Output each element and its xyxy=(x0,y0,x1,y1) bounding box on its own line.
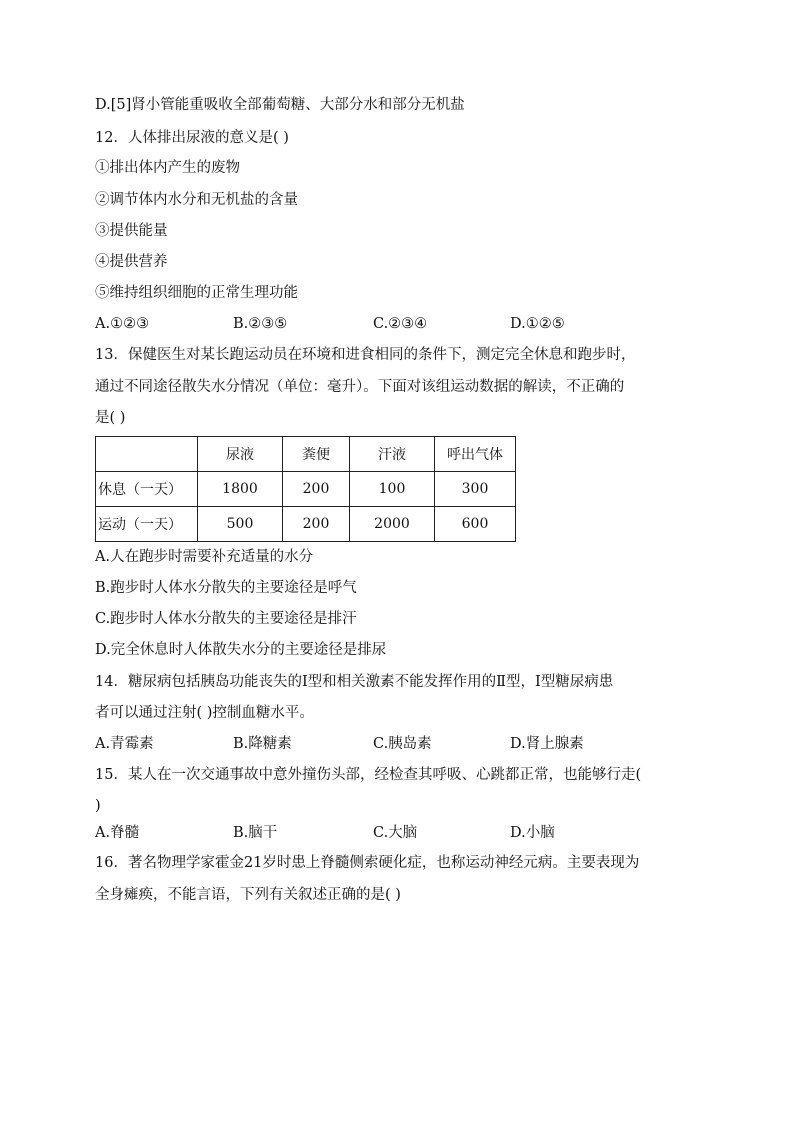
q12-option-d: D.①②⑤ xyxy=(510,316,565,332)
table-header-cell: 汗液 xyxy=(350,437,435,472)
q14-stem-line-1: 14．糖尿病包括胰岛功能丧失的Ⅰ型和相关激素不能发挥作用的Ⅱ型，Ⅰ型糖尿病患 xyxy=(95,674,614,690)
table-header-cell xyxy=(96,437,198,472)
q12-option-c: C.②③④ xyxy=(373,316,428,332)
table-cell: 100 xyxy=(350,472,435,507)
q16-stem-line-1: 16．著名物理学家霍金21岁时患上脊髓侧索硬化症，也称运动神经元病。主要表现为 xyxy=(95,855,640,871)
table-cell: 200 xyxy=(283,472,350,507)
table-header-cell: 粪便 xyxy=(283,437,350,472)
q12-option-b: B.②③⑤ xyxy=(233,316,288,332)
table-cell: 300 xyxy=(435,472,516,507)
q15-option-c: C.大脑 xyxy=(373,825,418,841)
table-cell: 2000 xyxy=(350,507,435,542)
q14-option-b: B.降糖素 xyxy=(233,736,292,752)
table-cell: 200 xyxy=(283,507,350,542)
q12-item-3: ③提供能量 xyxy=(95,223,168,239)
q12-option-a: A.①②③ xyxy=(95,316,150,332)
q15-option-b: B.脑干 xyxy=(233,825,278,841)
q11-option-d: D.[5]肾小管能重吸收全部葡萄糖、大部分水和部分无机盐 xyxy=(95,97,465,113)
q16-stem-line-2: 全身瘫痪，不能言语，下列有关叙述正确的是( ) xyxy=(95,887,401,903)
table-header-row xyxy=(96,437,516,472)
q12-item-5: ⑤维持组织细胞的正常生理功能 xyxy=(95,285,298,301)
q14-stem-line-2: 者可以通过注射( )控制血糖水平。 xyxy=(95,705,314,721)
water-loss-table xyxy=(95,436,516,542)
q13-option-c: C.跑步时人体水分散失的主要途径是排汗 xyxy=(95,611,357,627)
q15-stem-line-2: ) xyxy=(95,798,101,814)
q13-option-d: D.完全休息时人体散失水分的主要途径是排尿 xyxy=(95,642,387,658)
table-cell: 600 xyxy=(435,507,516,542)
q12-item-2: ②调节体内水分和无机盐的含量 xyxy=(95,192,298,208)
table-cell: 运动（一天） xyxy=(96,507,198,542)
q12-options xyxy=(95,314,715,334)
table-row xyxy=(96,472,516,507)
q13-stem-line-2: 通过不同途径散失水分情况（单位：毫升）。下面对该组运动数据的解读，不正确的 xyxy=(95,379,625,395)
q15-options xyxy=(95,823,715,843)
q12-item-1: ①排出体内产生的废物 xyxy=(95,160,240,176)
q14-options xyxy=(95,734,715,754)
q13-stem-line-3: 是( ) xyxy=(95,410,126,426)
table-cell: 休息（一天） xyxy=(96,472,198,507)
table-header-cell: 尿液 xyxy=(198,437,283,472)
q15-option-a: A.脊髓 xyxy=(95,825,140,841)
q13-option-a: A.人在跑步时需要补充适量的水分 xyxy=(95,549,314,565)
q12-stem: 12．人体排出尿液的意义是( ) xyxy=(95,130,289,146)
q14-option-a: A.青霉素 xyxy=(95,736,154,752)
table-header-cell: 呼出气体 xyxy=(435,437,516,472)
q12-item-4: ④提供营养 xyxy=(95,254,168,270)
table-row xyxy=(96,507,516,542)
q14-option-c: C.胰岛素 xyxy=(373,736,432,752)
q14-option-d: D.肾上腺素 xyxy=(510,736,584,752)
table-cell: 1800 xyxy=(198,472,283,507)
q15-option-d: D.小脑 xyxy=(510,825,555,841)
q13-option-b: B.跑步时人体水分散失的主要途径是呼气 xyxy=(95,580,357,596)
table-cell: 500 xyxy=(198,507,283,542)
q13-stem-line-1: 13．保健医生对某长跑运动员在环境和进食相同的条件下，测定完全休息和跑步时， xyxy=(95,347,636,363)
q15-stem-line-1: 15．某人在一次交通事故中意外撞伤头部，经检查其呼吸、心跳都正常，也能够行走( xyxy=(95,767,642,783)
